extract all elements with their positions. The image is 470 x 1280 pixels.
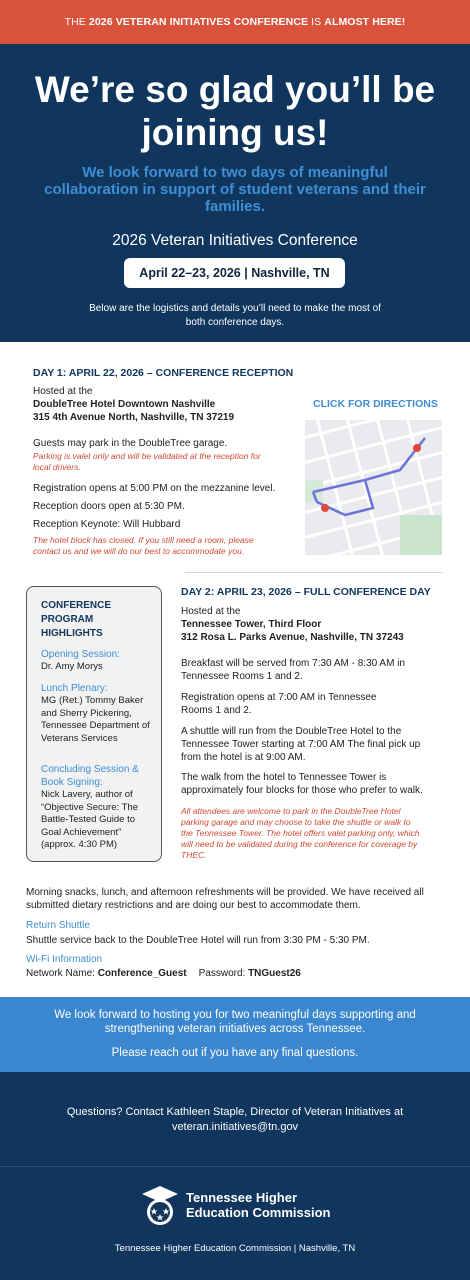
directions-link[interactable]: CLICK FOR DIRECTIONS <box>313 398 438 410</box>
day1-doors: Reception doors open at 5:30 PM. <box>33 501 185 512</box>
banner-conference-name: 2026 VETERAN INITIATIVES CONFERENCE <box>88 16 309 28</box>
day2-address: 312 Rosa L. Parks Avenue, Nashville, TN 37243 <box>181 632 404 643</box>
closing-band <box>0 997 470 1072</box>
section-divider <box>185 572 443 573</box>
hero-subhead: We look forward to two days of meaningful collaboration in support of student veterans and their families. <box>44 164 426 215</box>
map-thumbnail[interactable] <box>305 420 442 555</box>
wifi-label: Wi-Fi Information <box>26 954 103 965</box>
graduation-cap-stars-icon <box>140 1184 180 1228</box>
day1-registration: Registration opens at 5:00 PM on the mezzanine level. <box>33 483 276 494</box>
highlights-title: CONFERENCE PROGRAM HIGHLIGHTS <box>41 600 112 639</box>
concluding-session-text: Nick Lavery, author of “Objective Secure: The Battle-Tested Guide to Goal Achievement” (approx. 4:30 PM) <box>41 789 138 850</box>
logo-wordmark <box>186 1190 330 1220</box>
contact-info[interactable]: Questions? Contact Kathleen Staple, Director of Veteran Initiatives at veteran.initiatives@tn.gov <box>66 1106 404 1133</box>
day2-breakfast: Breakfast will be served from 7:30 AM - 8:30 AM in Tennessee Rooms 1 and 2. <box>181 658 405 682</box>
date-location-badge: April 22–23, 2026 | Nashville, TN <box>124 258 345 288</box>
day2-parking-note: All attendees are welcome to park in the DoubleTree Hotel parking garage and may choose to take the shuttle or walk to the Tennessee Tower. The hotel offers valet parking only, which will need to be validated during the conference for coverage by THEC. <box>181 806 420 860</box>
lunch-plenary-text: MG (Ret.) Tommy Baker and Sherry Pickering, Tennessee Department of Veterans Services <box>41 695 150 744</box>
footer-organization: Tennessee Higher Education Commission | Nashville, TN <box>114 1243 356 1254</box>
wifi-password: TNGuest26 <box>248 968 301 979</box>
hero-intro: Below are the logistics and details you’ll need to make the most of both conference days. <box>89 303 381 328</box>
announcement-banner <box>0 0 470 44</box>
day1-hosted-at: Hosted at the <box>33 386 93 397</box>
thec-logo <box>140 1184 340 1228</box>
wifi-network-name: Conference_Guest <box>97 968 187 979</box>
day1-parking-note: Parking is valet only and will be validated at the reception for local drivers. <box>33 451 261 472</box>
closing-message: We look forward to hosting you for two meaningful days supporting and strengthening veteran initiatives across Tennessee. <box>54 1009 416 1035</box>
day1-address: 315 4th Avenue North, Nashville, TN 37219 <box>33 412 235 423</box>
opening-session-text: Dr. Amy Morys <box>41 661 103 672</box>
wifi-password-label: Password: <box>198 968 249 979</box>
day1-venue: DoubleTree Hotel Downtown Nashville <box>33 399 216 410</box>
day1-hotel-note: The hotel block has closed. If you still need a room, please contact us and we will do our best to accommodate you. <box>33 535 254 556</box>
banner-emphasis: ALMOST HERE! <box>324 16 406 28</box>
refreshments-info: Morning snacks, lunch, and afternoon refreshments will be provided. We have received all submitted dietary restrictions and are doing our best to accommodate them. <box>26 887 424 911</box>
wifi-info <box>26 967 301 980</box>
map-graphic <box>305 420 442 555</box>
day2-shuttle: A shuttle will run from the DoubleTree Hotel to the Tennessee Tower starting at 7:00 AM The final pick up from the hotel is at 9:00 AM. <box>181 726 421 763</box>
banner-text: THE <box>64 16 89 28</box>
wifi-network-label: Network Name: <box>26 968 98 979</box>
day1-title: DAY 1: APRIL 22, 2026 – CONFERENCE RECEPTION <box>33 367 294 379</box>
day1-parking: Guests may park in the DoubleTree garage. <box>33 438 228 449</box>
logo-line2: Education Commission <box>186 1205 331 1220</box>
concluding-session-label: Concluding Session & Book Signing: <box>41 764 139 788</box>
return-shuttle-text: Shuttle service back to the DoubleTree Hotel will run from 3:30 PM - 5:30 PM. <box>26 935 370 946</box>
logo-line1: Tennessee Higher <box>186 1190 298 1205</box>
closing-question-prompt: Please reach out if you have any final questions. <box>111 1047 359 1059</box>
day2-walk: The walk from the hotel to Tennessee Tower is approximately four blocks for those who prefer to walk. <box>181 772 423 796</box>
lunch-plenary-label: Lunch Plenary: <box>41 683 108 694</box>
day1-keynote: Reception Keynote: Will Hubbard <box>33 519 181 530</box>
day2-venue: Tennessee Tower, Third Floor <box>181 619 322 630</box>
program-highlights-box <box>26 586 162 862</box>
footer <box>0 1072 470 1280</box>
opening-session-label: Opening Session: <box>41 649 120 660</box>
footer-divider <box>0 1166 470 1167</box>
day2-registration: Registration opens at 7:00 AM in Tennessee Rooms 1 and 2. <box>181 692 377 716</box>
hero-section <box>0 44 470 342</box>
conference-name: 2026 Veteran Initiatives Conference <box>112 232 358 249</box>
day2-title: DAY 2: APRIL 23, 2026 – FULL CONFERENCE DAY <box>181 586 431 598</box>
day2-hosted-at: Hosted at the <box>181 606 241 617</box>
return-shuttle-label: Return Shuttle <box>26 920 90 931</box>
hero-headline: We’re so glad you’ll be joining us! <box>34 69 436 153</box>
banner-text-middle: IS <box>308 16 325 28</box>
